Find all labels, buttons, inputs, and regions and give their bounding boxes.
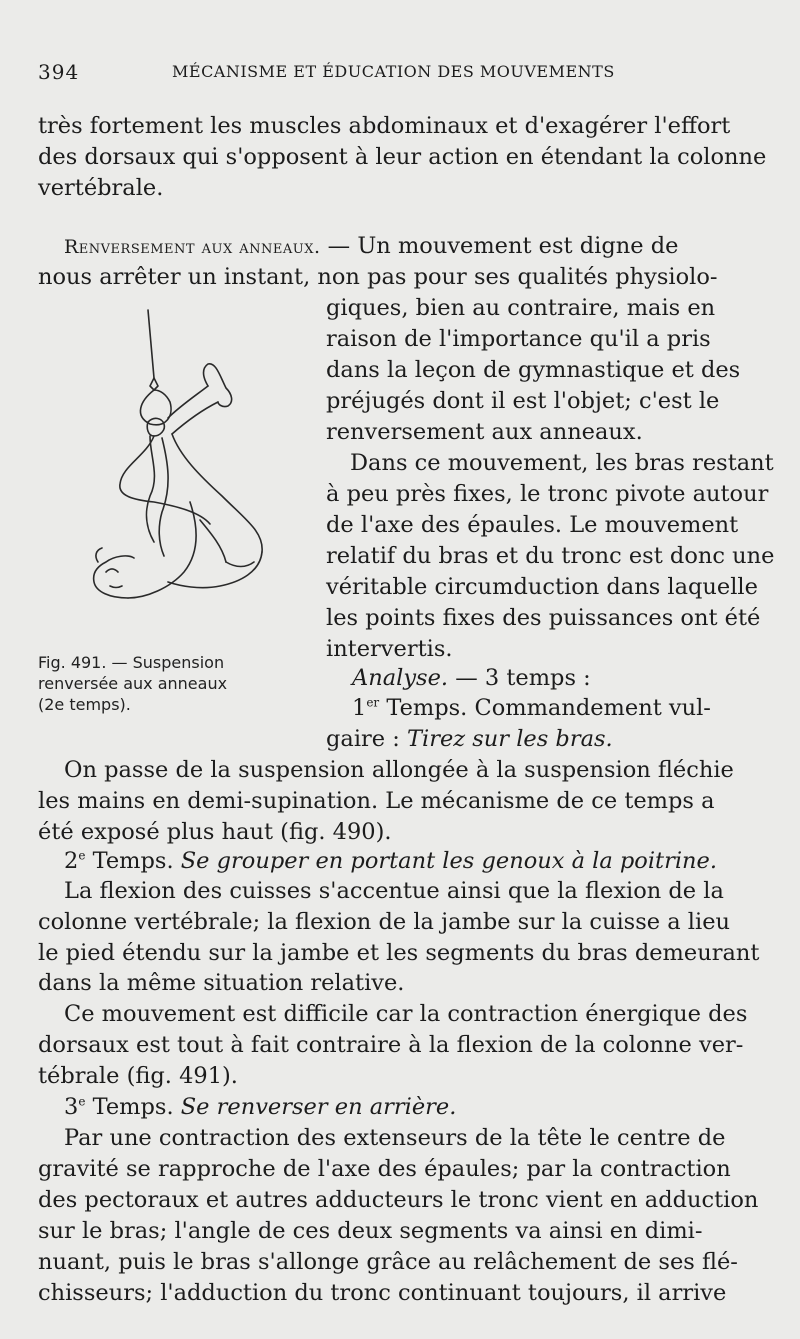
- shorts-line: [200, 520, 226, 562]
- rope-line: [148, 310, 154, 378]
- section-heading-line: [64, 230, 678, 262]
- temps-number: 1: [352, 695, 367, 721]
- foot: [204, 364, 232, 407]
- temps-command: Tirez sur les bras.: [406, 726, 613, 752]
- text-line: Ce mouvement est difficile car la contraction énergique des: [64, 1001, 748, 1027]
- temps-1-line: [352, 692, 711, 724]
- text-line: dorsaux est tout à fait contraire à la flexion de la colonne ver-: [38, 1032, 744, 1058]
- text-line: tébrale (fig. 491).: [38, 1063, 238, 1089]
- text-line: dans la même situation relative.: [38, 970, 405, 996]
- face-line: [110, 586, 122, 588]
- temps-ordinal: e: [78, 1094, 86, 1109]
- text-line: Par une contraction des extenseurs de la tête le centre de: [64, 1125, 726, 1151]
- temps-1-cont-line: [326, 723, 613, 755]
- running-title: MÉCANISME ET ÉDUCATION DES MOUVEMENTS: [172, 62, 615, 81]
- hair-line: [96, 548, 102, 562]
- caption-line: (2e temps).: [38, 695, 131, 714]
- text-line: chisseurs; l'adduction du tronc continuant toujours, il arrive: [38, 1280, 727, 1306]
- text-line: sur le bras; l'angle de ces deux segments va ainsi en dimi-: [38, 1218, 703, 1244]
- text-line: de l'axe des épaules. Le mouvement: [326, 512, 739, 538]
- text-line: intervertis.: [326, 636, 453, 662]
- thigh: [172, 434, 262, 552]
- temps-number: 3: [64, 1094, 79, 1120]
- figure-caption: [38, 652, 323, 715]
- text-line: été exposé plus haut (fig. 490).: [38, 819, 392, 845]
- text-line: gravité se rapproche de l'axe des épaules; par la contraction: [38, 1156, 731, 1182]
- figure-illustration: [50, 306, 290, 646]
- shin-back: [172, 402, 218, 434]
- text-line: des dorsaux qui s'opposent à leur action en étendant la colonne: [38, 144, 767, 170]
- temps-command: Se renverser en arrière.: [180, 1094, 457, 1120]
- head: [94, 556, 134, 598]
- caption-line: Fig. 491. — Suspension: [38, 653, 225, 672]
- section-lead: — Un mouvement est digne de: [320, 233, 679, 259]
- text-line: très fortement les muscles abdominaux et d'exagérer l'effort: [38, 113, 731, 139]
- temps-number: 2: [64, 848, 79, 874]
- text-line: préjugés dont il est l'objet; c'est le: [326, 388, 720, 414]
- analyse-label: Analyse.: [352, 665, 449, 691]
- text-line: On passe de la suspension allongée à la suspension fléchie: [64, 757, 734, 783]
- text-line: colonne vertébrale; la flexion de la jambe sur la cuisse a lieu: [38, 909, 731, 935]
- running-header: [38, 60, 763, 86]
- text-line: giques, bien au contraire, mais en: [326, 295, 716, 321]
- ring: [140, 390, 171, 425]
- temps-text: Temps.: [85, 848, 181, 874]
- analyse-line: [352, 662, 591, 694]
- temps-cont-plain: gaire :: [326, 726, 407, 752]
- temps-2-line: [64, 845, 717, 877]
- text-line: vertébrale.: [38, 175, 164, 201]
- knee-curve: [168, 552, 262, 588]
- temps-command: Se grouper en portant les genoux à la poitrine.: [180, 848, 717, 874]
- temps-ordinal: er: [366, 695, 380, 710]
- text-line: nuant, puis le bras s'allonge grâce au relâchement de ses flé-: [38, 1249, 738, 1275]
- text-line: La flexion des cuisses s'accentue ainsi que la flexion de la: [64, 878, 724, 904]
- page-number: 394: [38, 60, 80, 84]
- ring-clip: [150, 378, 158, 390]
- text-line: relatif du bras et du tronc est donc une: [326, 543, 775, 569]
- temps-text: Temps. Commandement vul-: [379, 695, 711, 721]
- text-line: dans la leçon de gymnastique et des: [326, 357, 741, 383]
- caption-line: renversée aux anneaux: [38, 674, 228, 693]
- text-line: à peu près fixes, le tronc pivote autour: [326, 481, 769, 507]
- shin: [168, 386, 208, 418]
- text-line: Dans ce mouvement, les bras restant: [350, 450, 774, 476]
- text-line: raison de l'importance qu'il a pris: [326, 326, 711, 352]
- section-title: Renversement aux anneaux.: [64, 236, 321, 258]
- analyse-rest: — 3 temps :: [448, 665, 591, 691]
- temps-3-line: [64, 1091, 456, 1123]
- temps-text: Temps.: [85, 1094, 181, 1120]
- text-line: renversement aux anneaux.: [326, 419, 643, 445]
- temps-ordinal: e: [78, 848, 86, 863]
- text-line: nous arrêter un instant, non pas pour ses qualités physiolo-: [38, 264, 718, 290]
- hands: [147, 418, 164, 436]
- text-line: les points fixes des puissances ont été: [326, 605, 761, 631]
- text-line: des pectoraux et autres adducteurs le tronc vient en adduction: [38, 1187, 759, 1213]
- shorts-hem: [226, 562, 254, 567]
- text-line: le pied étendu sur la jambe et les segments du bras demeurant: [38, 940, 760, 966]
- ear: [106, 569, 118, 572]
- arm: [147, 436, 155, 542]
- text-line: les mains en demi-supination. Le mécanisme de ce temps a: [38, 788, 715, 814]
- text-line: véritable circumduction dans laquelle: [326, 574, 758, 600]
- arm-back: [159, 438, 168, 556]
